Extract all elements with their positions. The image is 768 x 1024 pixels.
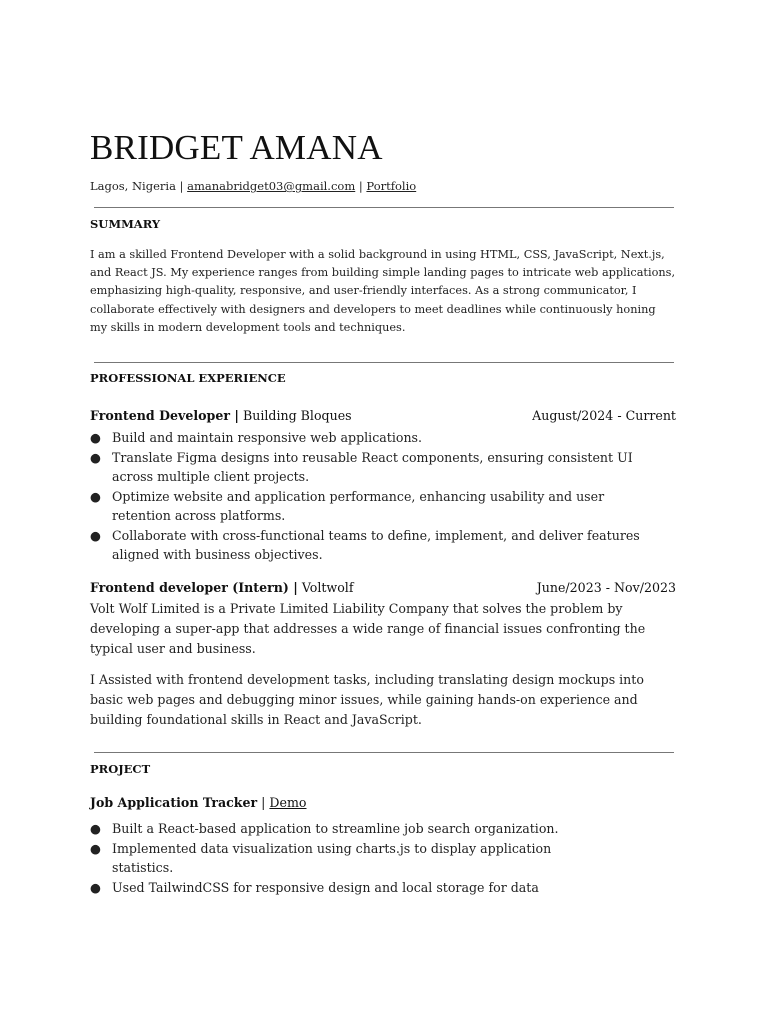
bullet-text: Used TailwindCSS for responsive design and local storage for data <box>112 879 539 895</box>
section-divider <box>94 752 674 753</box>
bullet-text: Built a React-based application to streamline job search organization. <box>112 821 559 836</box>
job-title: Frontend developer (Intern) | <box>90 580 298 595</box>
bullet-icon: ● <box>90 527 101 543</box>
bullet-icon: ● <box>90 840 101 856</box>
project-title: Job Application Tracker <box>90 795 258 810</box>
list-item <box>90 839 560 878</box>
bullet-icon: ● <box>90 449 101 465</box>
bullet-icon: ● <box>90 821 101 836</box>
bullet-text: Build and maintain responsive web applications. <box>112 430 423 445</box>
candidate-name: BRIDGET AMANA <box>90 128 383 167</box>
project-separator: | <box>257 795 270 810</box>
bullet-text: Collaborate with cross-functional teams to define, implement, and deliver features aligned with business objectives. <box>112 527 640 562</box>
job-header <box>90 580 676 595</box>
project-bullets <box>90 819 560 897</box>
section-divider <box>94 362 674 363</box>
bullet-text: Translate Figma designs into reusable React components, ensuring consistent UI across multiple client projects. <box>112 449 633 484</box>
bullet-text: Optimize website and application performance, enhancing usability and user retention across platforms. <box>112 488 605 523</box>
list-item <box>90 878 672 898</box>
location-text: Lagos, Nigeria <box>90 179 176 193</box>
job-dates: August/2024 - Current <box>532 408 676 423</box>
bullet-icon: ● <box>90 488 101 504</box>
job-company: Building Bloques <box>238 408 352 423</box>
job-header <box>90 408 676 423</box>
list-item <box>90 819 560 839</box>
bullet-icon: ● <box>90 879 101 895</box>
bullet-text: Implemented data visualization using charts.js to display application statistics. <box>112 840 552 875</box>
list-item <box>90 526 650 565</box>
section-divider <box>94 207 674 208</box>
list-item <box>90 487 650 526</box>
project-heading: PROJECT <box>90 762 151 776</box>
job-description: I Assisted with frontend development tasks, including translating design mockups into basic web pages and debugging minor issues, while gaining hands-on experience and building foundational skills in React and JavaScript. <box>90 672 644 727</box>
contact-line <box>90 179 416 193</box>
email-link[interactable]: amanabridget03@gmail.com <box>187 179 356 193</box>
bullet-icon: ● <box>90 430 101 445</box>
contact-separator: | <box>175 179 188 193</box>
project-header <box>90 795 307 810</box>
portfolio-link[interactable]: Portfolio <box>366 179 417 193</box>
job-bullets <box>90 428 650 565</box>
list-item <box>90 448 650 487</box>
experience-heading: PROFESSIONAL EXPERIENCE <box>90 371 286 385</box>
job-company: Voltwolf <box>297 580 354 595</box>
job-description: Volt Wolf Limited is a Private Limited Liability Company that solves the problem by developing a super-app that addresses a wide range of financial issues confronting the typical user and business. <box>90 601 646 656</box>
job-title: Frontend Developer | <box>90 408 239 423</box>
summary-heading: SUMMARY <box>90 217 161 231</box>
list-item <box>90 428 650 448</box>
job-dates: June/2023 - Nov/2023 <box>536 580 676 595</box>
contact-separator: | <box>355 179 367 193</box>
demo-link[interactable]: Demo <box>269 795 307 810</box>
summary-text: I am a skilled Frontend Developer with a solid background in using HTML, CSS, JavaScript, Next.js, and React JS. My experience ranges from building simple landing pages to intricate web applications, emphasizing high-quality, responsive, and user-friendly interfaces. As a strong communicator, I collaborate effectively with designers and developers to meet deadlines while continuously honing my skills in modern development tools and techniques. <box>90 248 676 334</box>
